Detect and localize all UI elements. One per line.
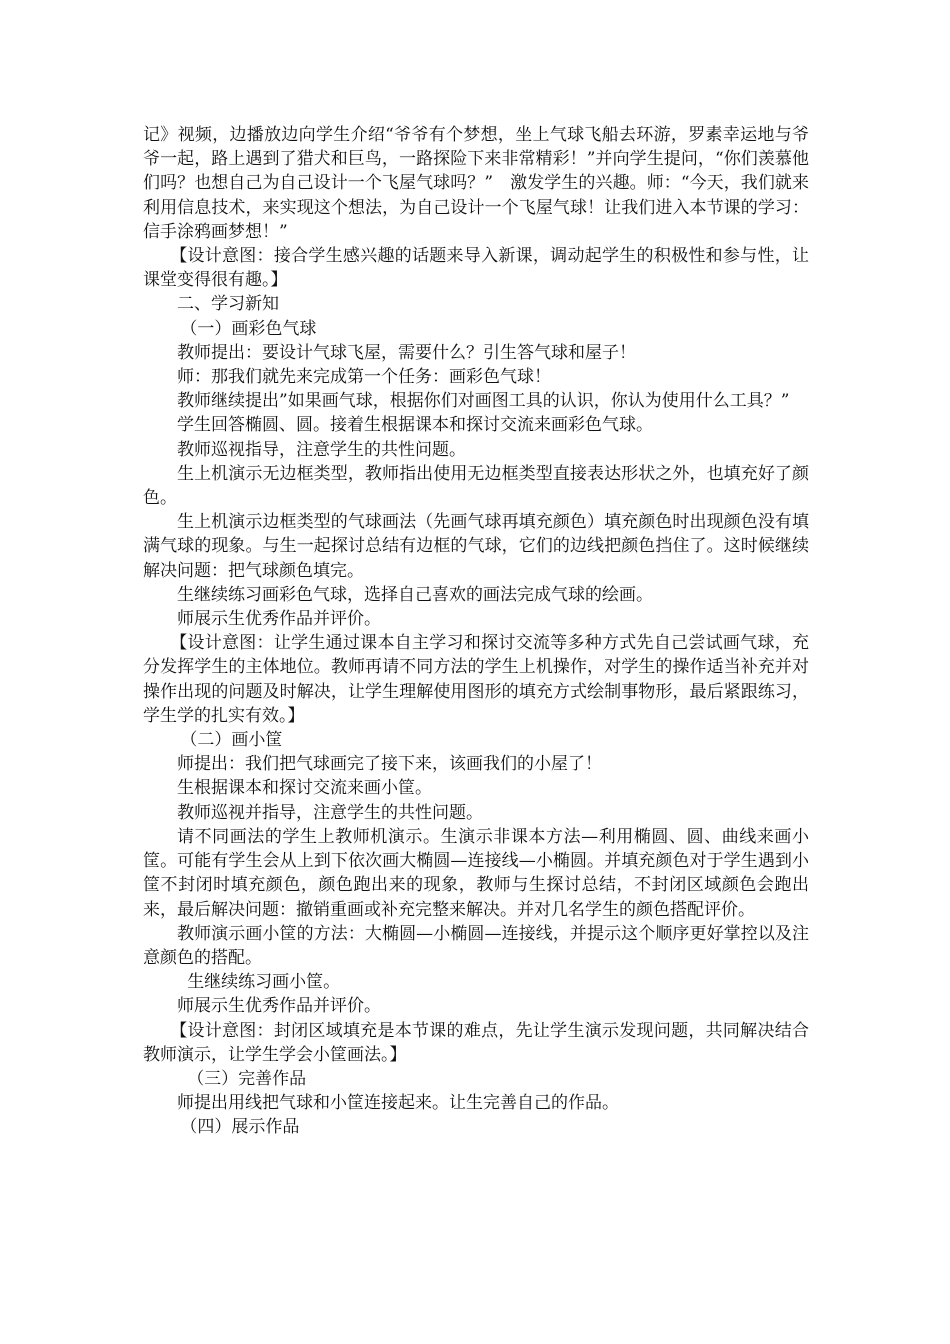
design-intent-intro: 【设计意图：接合学生感兴趣的话题来导入新课，调动起学生的积极性和参与性，让课堂变得很有趣。】: [143, 246, 809, 291]
paragraph-practice-basket: 生继续练习画小筐。: [187, 972, 341, 993]
design-intent-basket: 【设计意图：封闭区域填充是本节课的难点，先让学生演示发现问题，共同解决结合教师演示，让学生学会小筐画法。】: [143, 1020, 809, 1065]
paragraph-connect-lines: 师提出用线把气球和小筐连接起来。让生完善自己的作品。: [177, 1093, 619, 1114]
paragraph-border-demo: 生上机演示边框类型的气球画法（先画气球再填充颜色）填充颜色时出现颜色没有填满气球的现象。与生一起探讨总结有边框的气球，它们的边线把颜色挡住了。这时候继续解决问题：把气球颜色填完。: [143, 512, 809, 581]
document-page: [143, 123, 809, 1140]
subsection-heading-balloon: （一）画彩色气球: [180, 318, 317, 339]
paragraph-tool-question: 教师继续提出”如果画气球，根据你们对画图工具的认识，你认为使用什么工具？”: [177, 391, 790, 412]
paragraph-basket-intro: 师提出：我们把气球画完了接下来，该画我们的小屋了！: [177, 754, 602, 775]
subsection-heading-complete: （三）完善作品: [187, 1068, 307, 1089]
paragraph-teacher-question: 教师提出：要设计气球飞屋，需要什么？引生答气球和屋子！: [177, 342, 636, 363]
subsection-heading-basket: （二）画小筐: [180, 730, 283, 751]
paragraph-borderless-demo: 生上机演示无边框类型，教师指出使用无边框类型直接表达形状之外，也填充好了颜色。: [143, 463, 809, 509]
paragraph-practice-balloon: 生继续练习画彩色气球，选择自己喜欢的画法完成气球的绘画。: [177, 584, 653, 605]
paragraph-intro-video: 记》视频，边播放边向学生介绍“爷爷有个梦想，坐上气球飞船去环游，罗素幸运地与爷爷一起，路上遇到了猎犬和巨鸟，一路探险下来非常精彩！”并向学生提问，“你们羡慕他们吗？也想自己为自己设计一个飞屋气球吗？” 激发学生的兴趣。师：“今天，我们就来利用信息技术，来实现这个想法，为自己设计一个飞屋气球！让我们进入本节课的学习：信手涂鸦画梦想！”: [143, 125, 809, 242]
paragraph-basket-discuss: 生根据课本和探讨交流来画小筐。: [177, 778, 432, 799]
paragraph-teacher-basket-method: 教师演示画小筐的方法：大椭圆—小椭圆—连接线，并提示这个顺序更好掌控以及注意颜色的搭配。: [143, 923, 809, 968]
paragraph-teacher-patrol: 教师巡视指导，注意学生的共性问题。: [177, 439, 466, 460]
paragraph-basket-demo: 请不同画法的学生上教师机演示。生演示非课本方法—利用椭圆、圆、曲线来画小筐。可能有学生会从上到下依次画大椭圆—连接线—小椭圆。并填充颜色对于学生遇到小筐不封闭时填充颜色，颜色跑出来的现象，教师与生探讨总结，不封闭区域颜色会跑出来，最后解决问题：撤销重画或补充完整来解决。并对几名学生的颜色搭配评价。: [143, 826, 809, 920]
paragraph-student-answer: 学生回答椭圆、圆。接着生根据课本和探讨交流来画彩色气球。: [177, 415, 653, 436]
paragraph-first-task: 师：那我们就先来完成第一个任务：画彩色气球！: [177, 367, 551, 388]
section-heading-learn-new: 二、学习新知: [177, 294, 279, 315]
design-intent-balloon: 【设计意图：让学生通过课本自主学习和探讨交流等多种方式先自己尝试画气球，充分发挥学生的主体地位。教师再请不同方法的学生上机操作，对学生的操作适当补充并对操作出现的问题及时解决，让学生理解使用图形的填充方式绘制事物形，最后紧跟练习，学生学的扎实有效。】: [143, 633, 809, 726]
paragraph-show-works: 师展示生优秀作品并评价。: [177, 609, 381, 630]
paragraph-show-works-2: 师展示生优秀作品并评价。: [177, 996, 381, 1017]
subsection-heading-display: （四）展示作品: [180, 1117, 300, 1138]
paragraph-basket-patrol: 教师巡视并指导，注意学生的共性问题。: [177, 802, 483, 823]
